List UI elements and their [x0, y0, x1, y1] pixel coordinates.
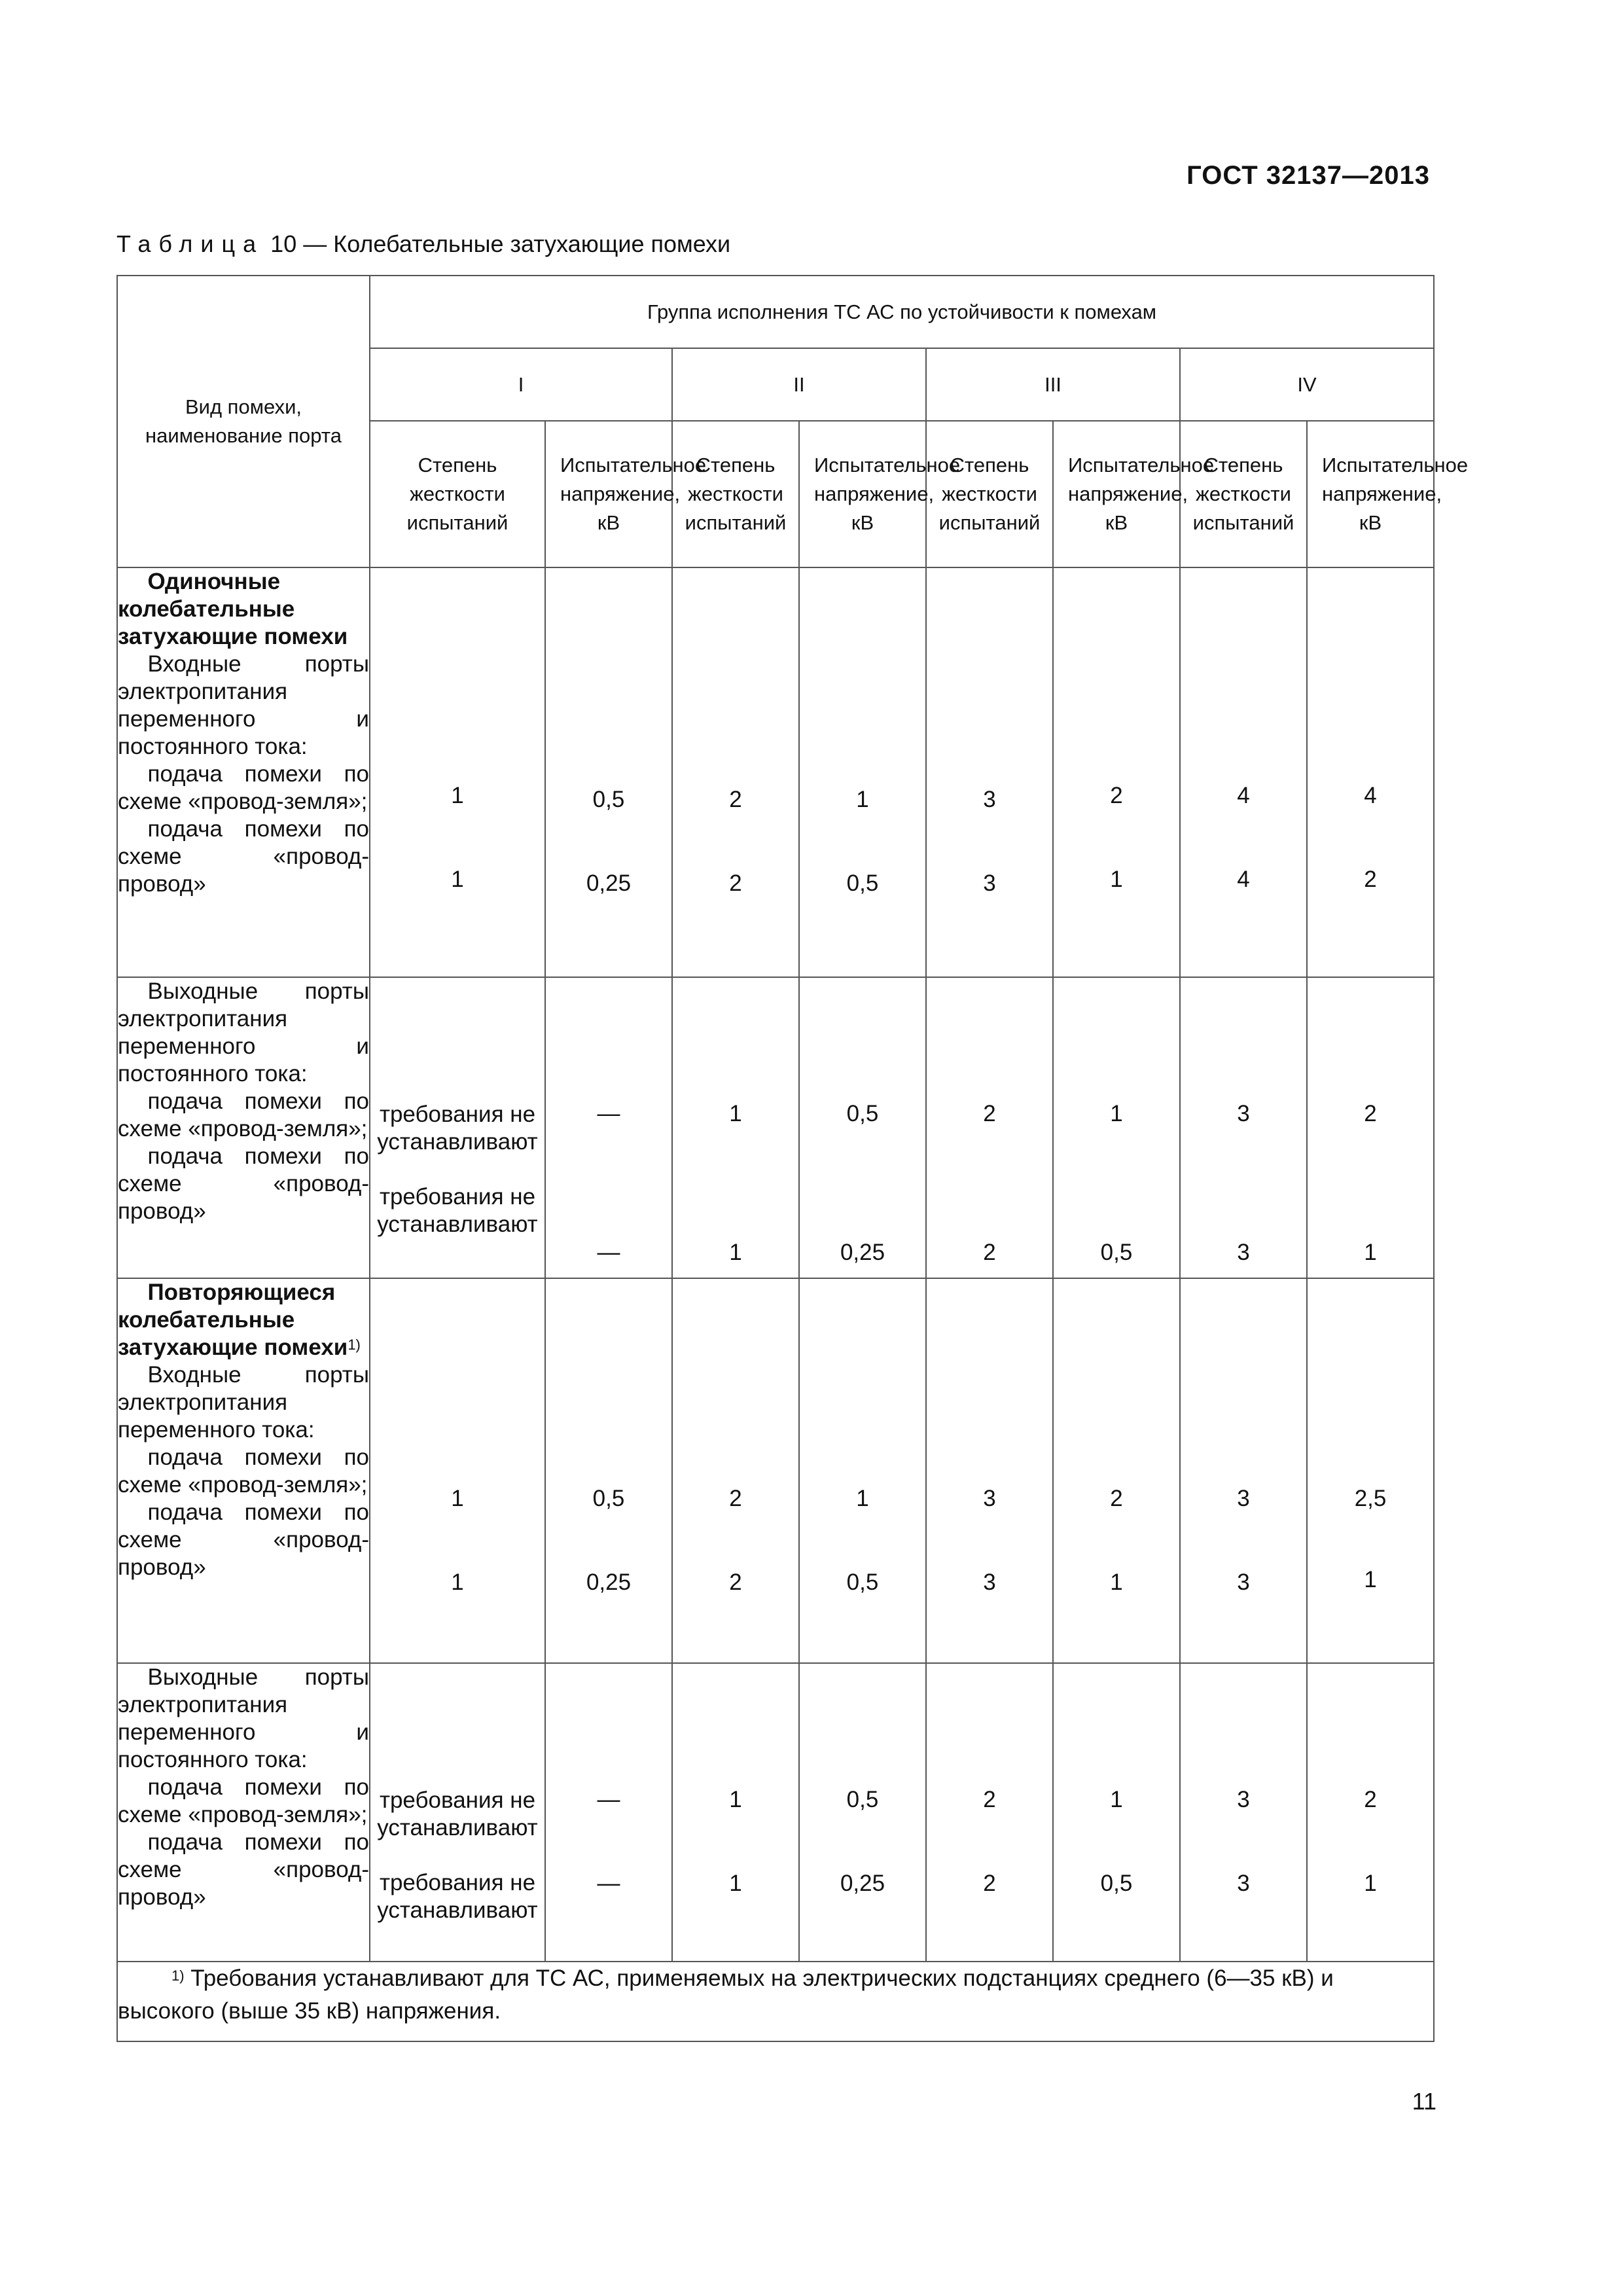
subheader-voltage: Испытательное напряжение, кВ — [1307, 421, 1434, 567]
port-name: Выходные порты электропитания переменного и постоянного тока: — [118, 1664, 369, 1772]
table-cell: — — — [545, 977, 672, 1278]
group-label: IV — [1180, 348, 1434, 421]
table-cell: 3 3 — [1180, 1278, 1307, 1663]
mode-line: подача помехи по схеме «провод-провод» — [118, 816, 369, 897]
port-name: Входные порты электропитания переменного тока: — [118, 1362, 369, 1443]
table-cell: 2 2 — [926, 1663, 1053, 1962]
group-label: III — [926, 348, 1180, 421]
table-cell: требования не устанавливают требования не устанавливают — [370, 1663, 545, 1962]
table-cell: — — — [545, 1663, 672, 1962]
table-cell: 2 2 — [672, 567, 799, 977]
row-label — [117, 977, 370, 1278]
table-cell: 0,5 0,25 — [799, 977, 926, 1278]
table-footnote — [117, 1962, 1434, 2041]
table-cell: 0,5 0,25 — [545, 1278, 672, 1663]
footnote-ref: 1) — [348, 1336, 361, 1353]
row-header: Вид помехи, наименование порта — [117, 276, 370, 567]
subheader-severity: Степень жесткости испытаний — [672, 421, 799, 567]
table-cell: 2 1 — [1307, 1663, 1434, 1962]
table-cell: 1 0,5 — [799, 567, 926, 977]
table-cell: 3 3 — [926, 1278, 1053, 1663]
table-cell: 0,5 0,25 — [799, 1663, 926, 1962]
interference-table — [116, 275, 1469, 2042]
subheader-severity: Степень жесткости испытаний — [926, 421, 1053, 567]
document-code: ГОСТ 32137—2013 — [1186, 161, 1430, 190]
row-label — [117, 1663, 370, 1962]
table-cell: 2 2 — [926, 977, 1053, 1278]
section-title: Одиночные колебательные затухающие помехи — [118, 569, 348, 649]
table-cell: 4 4 — [1180, 567, 1307, 977]
table-row — [117, 1278, 1434, 1663]
table-cell: 2 2 — [672, 1278, 799, 1663]
table-row — [117, 1663, 1434, 1962]
table-row — [117, 567, 1434, 977]
table-row — [117, 977, 1434, 1278]
caption-text: 10 — Колебательные затухающие помехи — [270, 230, 731, 257]
table-cell: 1 0,5 — [1053, 977, 1180, 1278]
footnote-text: Требования устанавливают для ТС АС, применяемых на электрических подстанциях среднего (6—35 кВ) и высокого (выше 35 кВ) напряжения. — [118, 1965, 1334, 2024]
table-cell: 1 1 — [370, 1278, 545, 1663]
subheader-voltage: Испытательное напряжение, кВ — [1053, 421, 1180, 567]
row-label — [117, 1278, 370, 1663]
table-cell: 3 3 — [926, 567, 1053, 977]
table-cell: 2 1 — [1053, 1278, 1180, 1663]
caption-prefix: Таблица — [116, 230, 264, 257]
mode-line: подача помехи по схеме «провод-провод» — [118, 1143, 369, 1224]
subheader-voltage: Испытательное напряжение, кВ — [545, 421, 672, 567]
table-cell: 3 3 — [1180, 1663, 1307, 1962]
group-header: Группа исполнения ТС АС по устойчивости к помехам — [370, 276, 1434, 348]
table-cell: 2 1 — [1053, 567, 1180, 977]
row-label — [117, 567, 370, 977]
table-cell: 1 1 — [672, 1663, 799, 1962]
table-cell: требования не устанавливают требования не устанавливают — [370, 977, 545, 1278]
table-cell: 0,5 0,25 — [545, 567, 672, 977]
port-name: Входные порты электропитания переменного и постоянного тока: — [118, 651, 369, 759]
port-name: Выходные порты электропитания переменного и постоянного тока: — [118, 978, 369, 1086]
mode-line: подача помехи по схеме «провод-провод» — [118, 1829, 369, 1910]
mode-line: подача помехи по схеме «провод-провод» — [118, 1499, 369, 1580]
group-label: I — [370, 348, 672, 421]
group-label: II — [672, 348, 926, 421]
table-cell: 1 0,5 — [1053, 1663, 1180, 1962]
section-title: Повторяющиеся колебательные затухающие помехи — [118, 1280, 348, 1360]
table-cell: 1 1 — [370, 567, 545, 977]
subheader-voltage: Испытательное напряжение, кВ — [799, 421, 926, 567]
table-cell: 1 0,5 — [799, 1278, 926, 1663]
mode-line: подача помехи по схеме «провод-земля»; — [118, 761, 369, 814]
mode-line: подача помехи по схеме «провод-земля»; — [118, 1088, 369, 1141]
table-caption — [116, 230, 730, 258]
footnote-mark: 1) — [171, 1967, 185, 1984]
table-cell: 2 1 — [1307, 977, 1434, 1278]
subheader-severity: Степень жесткости испытаний — [1180, 421, 1307, 567]
table-cell: 4 2 — [1307, 567, 1434, 977]
mode-line: подача помехи по схеме «провод-земля»; — [118, 1444, 369, 1498]
table-cell: 2,5 1 — [1307, 1278, 1434, 1663]
subheader-severity: Степень жесткости испытаний — [370, 421, 545, 567]
page-number: 11 — [1412, 2088, 1436, 2115]
table-cell: 1 1 — [672, 977, 799, 1278]
mode-line: подача помехи по схеме «провод-земля»; — [118, 1774, 369, 1827]
table-cell: 3 3 — [1180, 977, 1307, 1278]
